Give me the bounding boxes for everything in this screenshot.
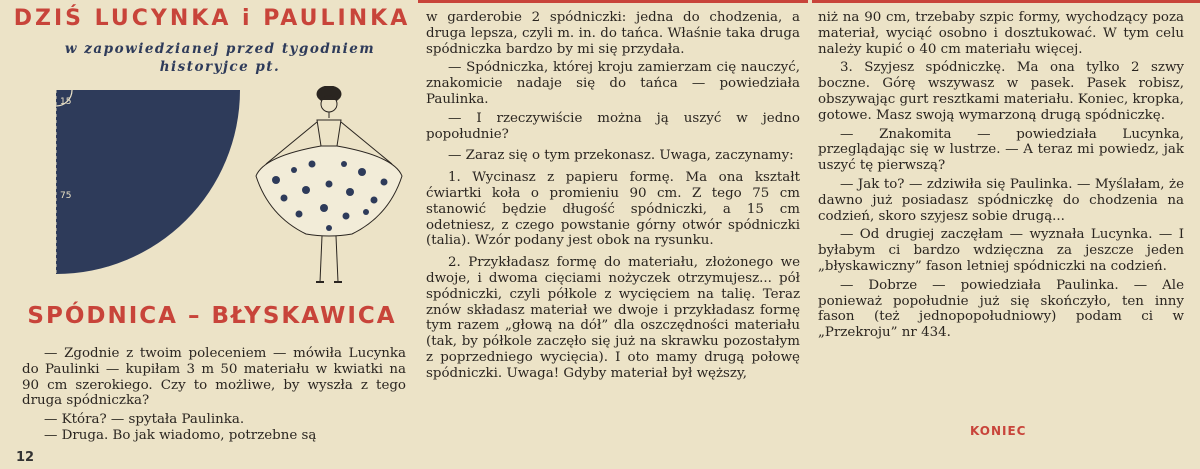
- pattern-quarter-circle: [56, 90, 240, 274]
- col3-paragraph: niż na 90 cm, trzebaby szpic formy, wychodzący poza materiał, wyciąć osobno i dosztukować. W tym celu należy kupić o 40 cm materiału więcej.: [818, 10, 1184, 57]
- girl-figure: [256, 86, 402, 282]
- col3-paragraph: — Jak to? — zdziwiła się Paulinka. — Myślałam, że dawno już posiadasz spódniczkę do chodzenia na codzień, skoro szyjesz sobie drugą...: [818, 176, 1184, 224]
- col1-paragraph: — Która? — spytała Paulinka.: [44, 412, 245, 428]
- col2-paragraph: 2. Przykładasz formę do materiału, złożonego we dwoje, i dwoma cięciami nożyczek otrzymujesz... pół spódniczki, czyli półkole z wycięciem na talię. Teraz znów składasz materiał we dwoje i przykładasz formę tym razem „głową na dół” dla oszczędności materiału (tak, by półkole zaczęło się już na skrawku pozostałym z poprzedniego wycięcia). I oto mamy drugą połowę spódniczki. Uwaga! Gdyby materiał był węższy,: [426, 255, 800, 381]
- col2-paragraph: w garderobie 2 spódniczki: jedna do chodzenia, a druga lepsza, czyli m. in. do tańca. Właśnie taka druga spódniczka bardzo by mi się przydała.: [426, 10, 800, 57]
- skirt-pattern-illustration: [44, 86, 414, 296]
- col3-paragraph: — Od drugiej zaczęłam — wyznała Lucynka. — I byłabym ci bardzo wdzięczna za jeszcze jeden „błyskawiczny” fason letniej spódniczki na codzień.: [818, 227, 1184, 274]
- page-number: 12: [16, 450, 35, 465]
- subtitle: [20, 40, 420, 76]
- column-1: [22, 346, 406, 444]
- subtitle-line-1: w zapowiedzianej przed tygodniem: [64, 41, 376, 57]
- col3-paragraph: 3. Szyjesz spódniczkę. Ma ona tylko 2 szwy boczne. Górę wszywasz w pasek. Pasek robisz, obszywając gurt resztkami materiału. Koniec, kropka, gotowe. Masz swoją wymarzoną drugą spódniczkę.: [818, 60, 1184, 123]
- col1-paragraph: — Zgodnie z twoim poleceniem — mówiła Lucynka do Paulinki — kupiłam 3 m 50 materiału w kwiatki na 90 cm szerokiego. Czy to możliwe, by wyszła z tego druga spódniczka?: [22, 346, 406, 409]
- col3-paragraph: — Dobrze — powiedziała Paulinka. — Ale ponieważ popołudnie już się skończyło, ten inny fason (też jednopopołudniowy) podam ci w „Przekroju” nr 434.: [818, 277, 1184, 341]
- column-2: [426, 10, 800, 385]
- col3-paragraph: — Znakomita — powiedziała Lucynka, przeglądając się w lustrze. — A teraz mi powiedz, jak uszyć tę pierwszą?: [818, 126, 1184, 174]
- end-label: KONIEC: [970, 424, 1027, 438]
- subtitle-line-2: historyjce pt.: [159, 59, 281, 75]
- col2-paragraph: — Spódniczka, której kroju zamierzam cię nauczyć, znakomicie nadaje się do tańca — powiedziała Paulinka.: [426, 60, 800, 107]
- label-75: 75: [60, 191, 72, 201]
- col2-paragraph: 1. Wycinasz z papieru formę. Ma ona kształt ćwiartki koła o promieniu 90 cm. Z tego 75 cm stanowić będzie długość spódniczki, a 15 cm odetniesz, z czego powstanie górny otwór spódniczki (talia). Wzór podany jest obok na rysunku.: [426, 170, 800, 249]
- col1-paragraph: — Druga. Bo jak wiadomo, potrzebne są: [44, 427, 317, 443]
- top-rule-right: [812, 0, 1200, 3]
- col2-paragraph: — Zaraz się o tym przekonasz. Uwaga, zaczynamy:: [448, 148, 794, 164]
- column-3: [818, 10, 1184, 344]
- top-rule-left: [418, 0, 808, 3]
- label-15: 15: [60, 97, 72, 107]
- headline: DZIŚ LUCYNKA i PAULINKA: [13, 6, 411, 31]
- col2-paragraph: — I rzeczywiście można ją uszyć w jedno popołudnie?: [426, 110, 800, 142]
- story-title: SPÓDNICA – BŁYSKAWICA: [27, 303, 397, 329]
